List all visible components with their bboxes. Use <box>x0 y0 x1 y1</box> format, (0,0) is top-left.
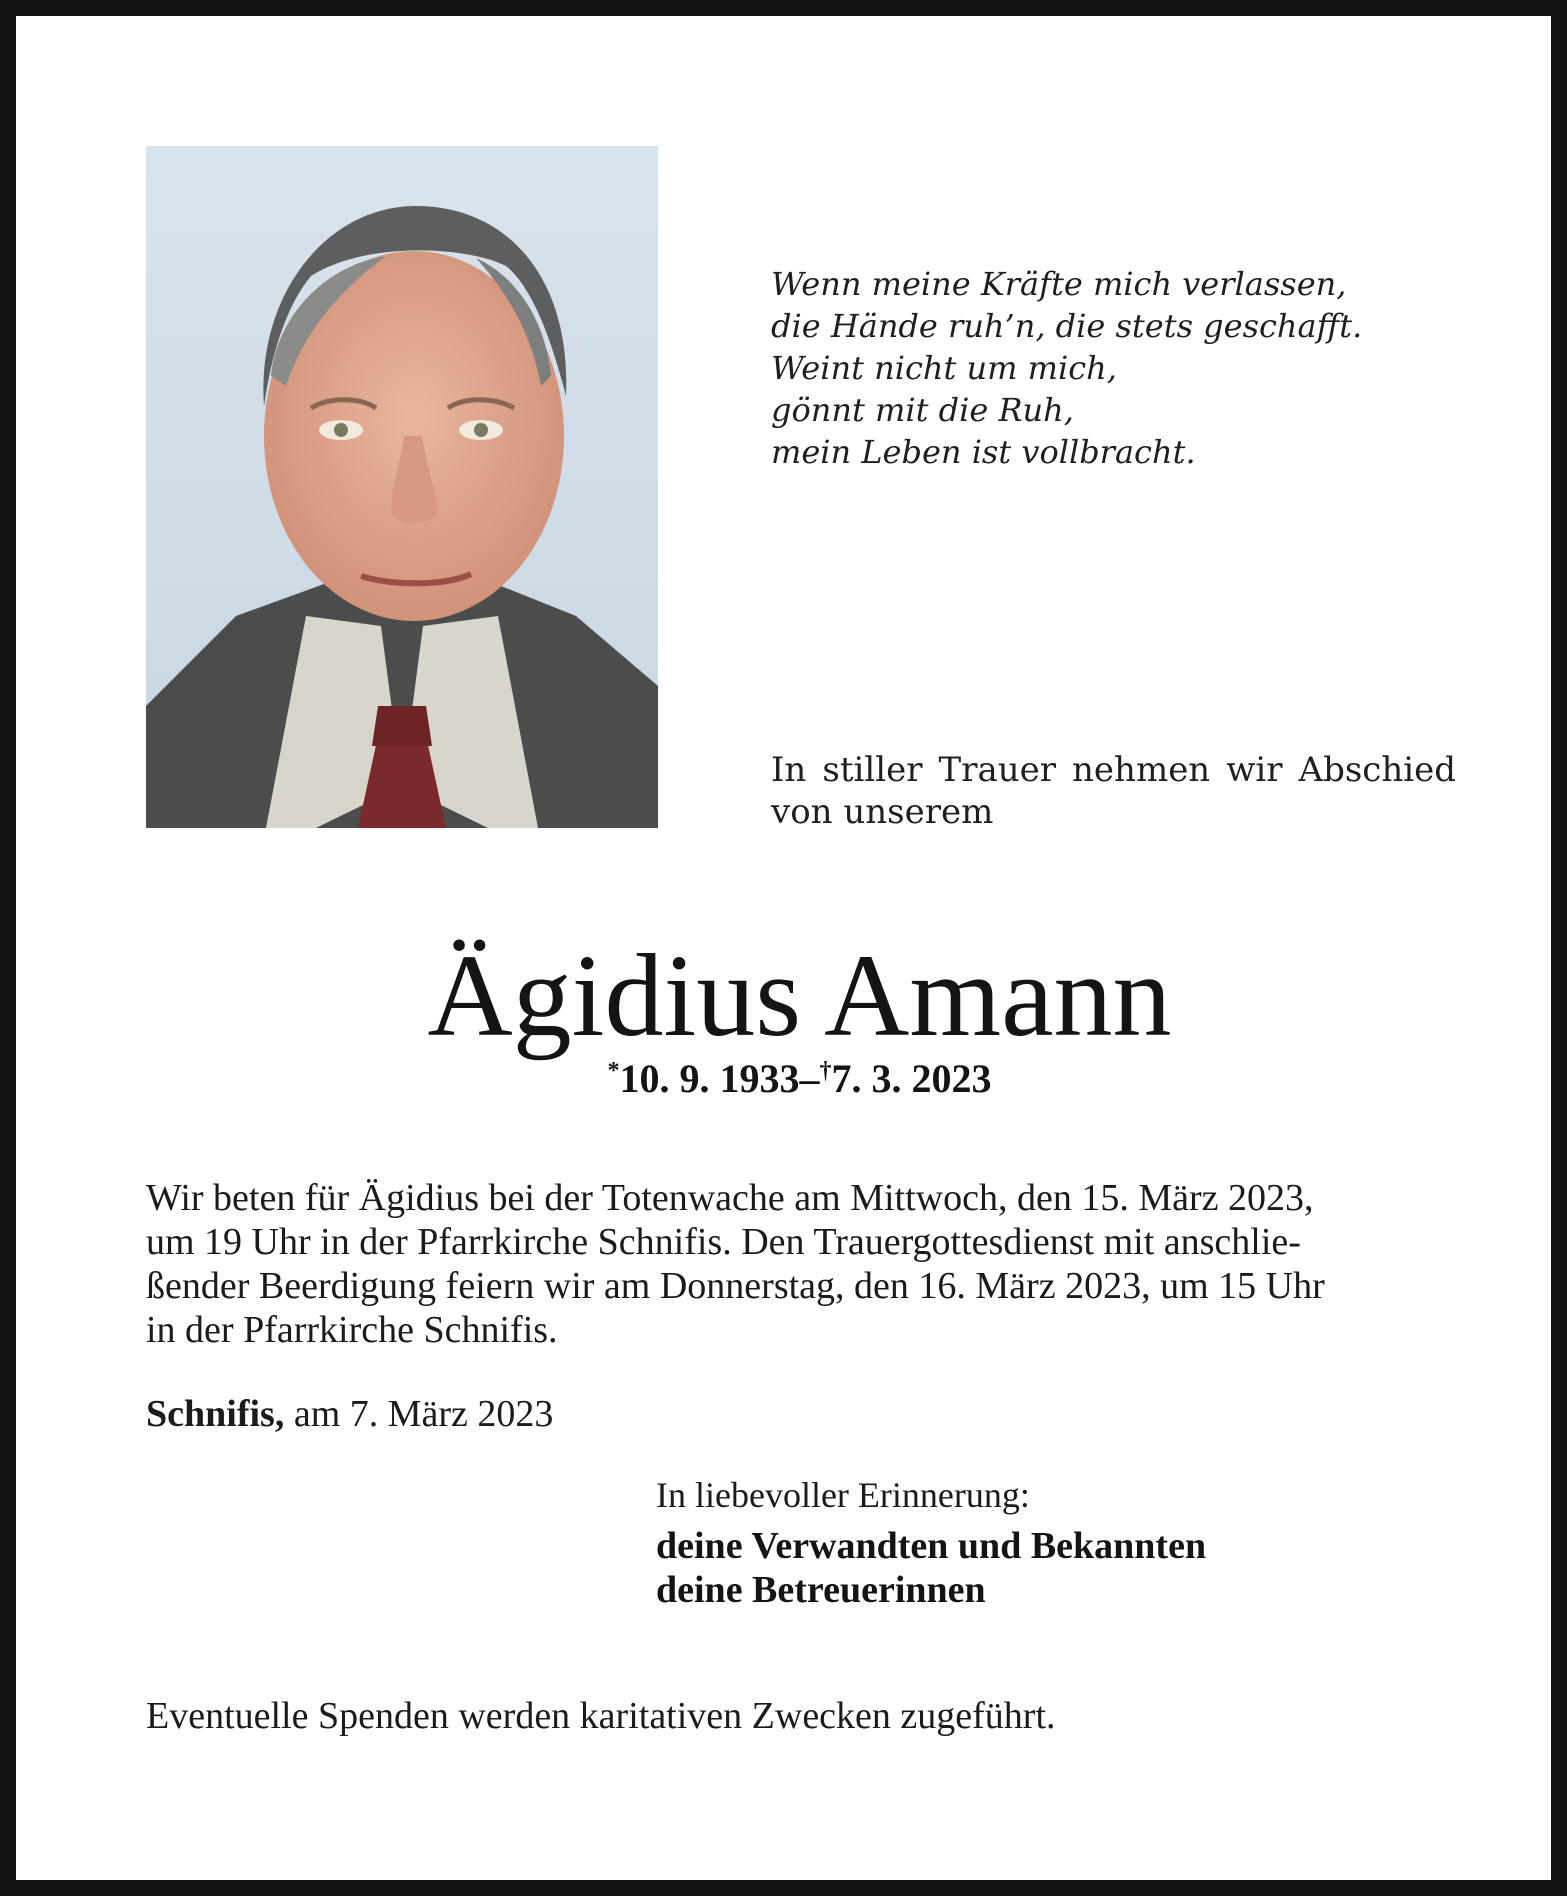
poem-line: die Hände ruh’n, die stets geschafft. <box>771 307 1363 345</box>
birth-symbol: * <box>607 1058 620 1084</box>
place-name: Schnifis, <box>146 1393 285 1435</box>
farewell-text: In stiller Trauer nehmen wir Abschied von unserem <box>771 750 1456 832</box>
death-date: 7. 3. 2023 <box>831 1056 992 1101</box>
donations-note: Eventuelle Spenden werden karitativen Zwecken zugeführt. <box>146 1695 1056 1737</box>
poem-line: Weint nicht um mich, <box>771 349 1117 387</box>
poem <box>771 263 1471 473</box>
life-dates <box>16 1053 1567 1105</box>
death-symbol: † <box>819 1058 832 1084</box>
portrait-illustration <box>146 146 658 828</box>
service-line: in der Pfarrkirche Schnifis. <box>146 1309 558 1351</box>
date-separator: – <box>799 1056 820 1101</box>
service-line: ßender Beerdigung feiern wir am Donnerstag, den 16. März 2023, um 15 Uhr <box>146 1265 1325 1307</box>
deceased-name: Ägidius Amann <box>427 930 1172 1061</box>
memory-intro: In liebevoller Erinnerung: <box>656 1475 1030 1515</box>
service-announcement <box>146 1176 1454 1352</box>
poem-line: gönnt mit die Ruh, <box>771 391 1074 429</box>
signatory: deine Betreuerinnen <box>656 1569 986 1611</box>
signatory: deine Verwandten und Bekannten <box>656 1525 1207 1567</box>
service-line: um 19 Uhr in der Pfarrkirche Schnifis. Den Trauergottesdienst mit anschlie- <box>146 1221 1301 1263</box>
portrait-photo <box>146 146 658 828</box>
poem-line: mein Leben ist vollbracht. <box>771 433 1196 471</box>
poem-line: Wenn meine Kräfte mich verlassen, <box>771 265 1347 303</box>
service-line: Wir beten für Ägidius bei der Totenwache am Mittwoch, den 15. März 2023, <box>146 1177 1314 1219</box>
birth-date: 10. 9. 1933 <box>619 1056 800 1101</box>
signatories <box>656 1524 1206 1612</box>
announcement-date: am 7. März 2023 <box>293 1393 554 1435</box>
place-and-date <box>146 1390 553 1438</box>
